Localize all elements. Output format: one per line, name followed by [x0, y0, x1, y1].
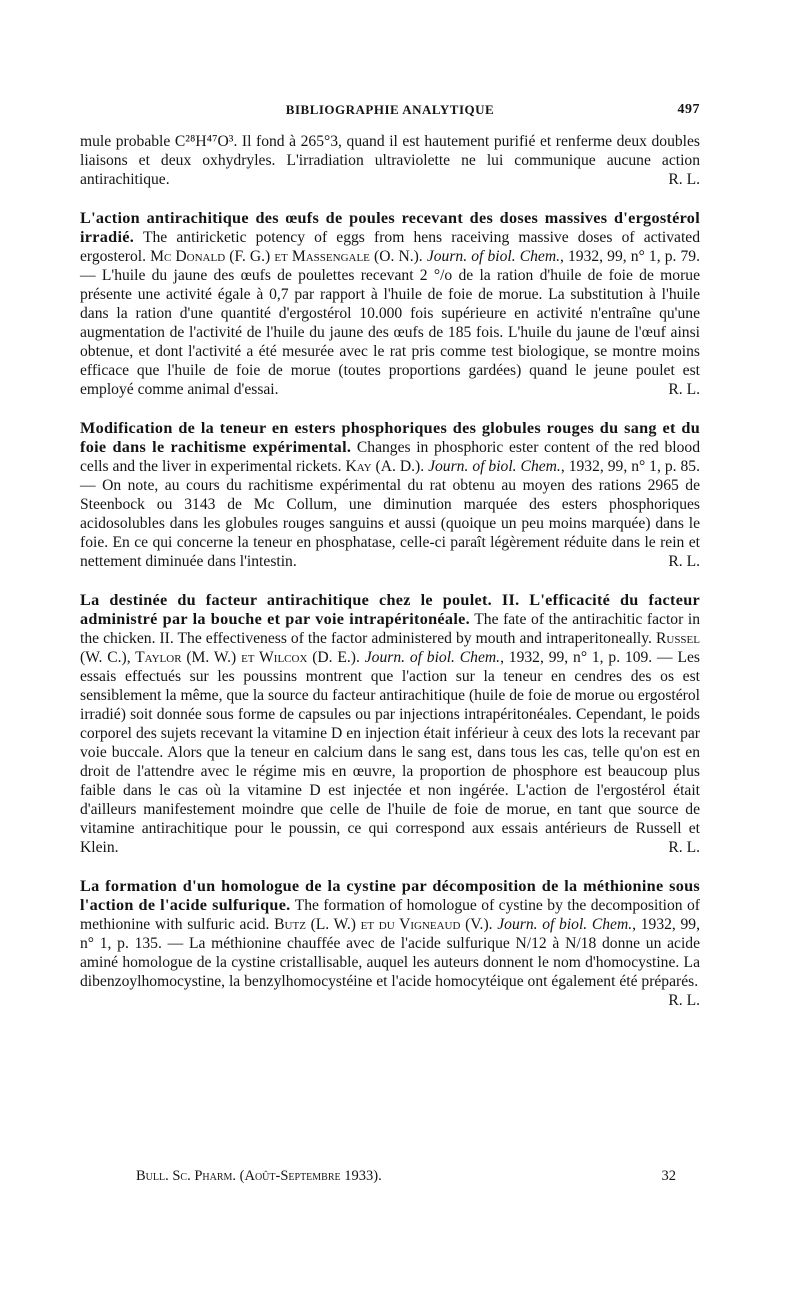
- entry-initials: R. L.: [668, 381, 700, 398]
- entry-english-title: The formation of homologue of cystine by the decomposition of methionine with sulfuric acid.: [80, 897, 700, 933]
- entry-title: L'action antirachitique des œufs de poules recevant des doses massives d'ergostérol irradié.: [80, 209, 700, 246]
- entry-body: L'huile du jaune des œufs de poulettes recevant 2 °/o de la ration d'huile de foie de morue présente une activité égale à 0,7 par rapport à l'huile de foie de morue. La substitution à l'huile dans la ration d'une quantité d'ergostérol 10.000 fois supérieure en activité n'entraîne qu'une augmentation de l'activité de l'huile du jaune des œufs de 185 fois. L'huile du jaune de l'œuf ainsi obtenue, et dont l'activité a été mesurée avec le rat pris comme test biologique, se montre moins efficace que l'huile de foie de morue (toutes proportions gardées) quand le jeune poulet est employé comme animal d'essai.: [80, 267, 700, 398]
- entry-citation: , 1932, 99, n° 1, p. 109. —: [500, 649, 673, 666]
- entry-homocystine: [80, 877, 701, 1009]
- entry-journal: Journ. of biol. Chem.: [364, 649, 501, 666]
- page-number: 497: [677, 102, 700, 117]
- footer-reference: Bull. Sc. Pharm. (Août-Septembre 1933).: [136, 1168, 382, 1184]
- entry-authors: Butz (L. W.) et du Vigneaud (V.).: [274, 916, 493, 933]
- entry-body: La méthionine chauffée avec de l'acide sulfurique N/12 à N/18 donne un acide aminé homologue de la cystine cristallisable, auquel les auteurs donnent le nom d'homocystine. La dibenzoylhomocystine, la benzylhomocystéine et l'acide homocytéique ont également été préparés.: [80, 935, 701, 990]
- entry-english-title: The fate of the antirachitic factor in the chicken. II. The effectiveness of the factor administered by mouth and intraperitoneally.: [80, 611, 700, 647]
- intro-text: mule probable C²⁸H⁴⁷O³. Il fond à 265°3, quand il est hautement purifié et renferme deux doubles liaisons et deux oxhydryles. L'irradiation ultraviolette ne lui communique aucune action antirachitique.: [80, 133, 700, 188]
- entry-title: La destinée du facteur antirachitique chez le poulet. II. L'efficacité du facteur administré par la bouche et par voie intrapéritonéale.: [80, 591, 700, 628]
- page-body: [80, 98, 700, 1010]
- entry-english-title: Changes in phosphoric ester content of the red blood cells and the liver in experimental rickets.: [80, 439, 701, 475]
- entry-initials: R. L.: [668, 839, 700, 856]
- entry-citation: , 1932, 99, n° 1, p. 85. —: [80, 458, 700, 494]
- intro-paragraph: [80, 132, 700, 189]
- entry-authors: Kay (A. D.).: [345, 458, 425, 475]
- running-head: [80, 98, 700, 122]
- entry-title: La formation d'un homologue de la cystine par décomposition de la méthionine sous l'action de l'acide sulfurique.: [80, 877, 700, 914]
- entry-citation: , 1932, 99, n° 1, p. 79. —: [80, 248, 700, 284]
- running-head-title: BIBLIOGRAPHIE ANALYTIQUE: [285, 102, 495, 117]
- entry-authors: Mc Donald (F. G.) et Massengale (O. N.).: [150, 248, 423, 265]
- entry-title: Modification de la teneur en esters phosphoriques des globules rouges du sang et du foie dans le rachitisme expérimental.: [80, 419, 700, 456]
- entry-phosphoric-esters: [80, 419, 700, 571]
- entry-authors: Russel (W. C.), Taylor (M. W.) et Wilcox (D. E.).: [80, 630, 700, 666]
- entry-ergosterol-eggs: [80, 209, 700, 399]
- entry-initials: R. L.: [668, 553, 700, 570]
- entry-citation: , 1932, 99, n° 1, p. 135. —: [80, 916, 700, 952]
- footer-signature: 32: [661, 1168, 676, 1184]
- entry-journal: Journ. of biol. Chem.: [497, 916, 633, 933]
- entry-body: On note, au cours du rachitisme expérimental du rat obtenu au moyen des rations 2965 de Steenbock ou 3143 de Mc Collum, une diminution marquée des esters phosphoriques acidosolubles dans les globules rouges sanguins et aussi (quoique un peu moins marquée) dans le foie. En ce qui concerne la teneur en phosphatase, celle-ci paraît légèrement réduite dans le rein et nettement diminuée dans l'intestin.: [80, 477, 700, 570]
- entry-english-title: The antiricketic potency of eggs from hens raceiving massive doses of activated ergosterol.: [80, 229, 700, 265]
- entry-body: Les essais effectués sur les poussins montrent que l'action sur la teneur en cendres des os est sensiblement la même, que la source du facteur antirachitique (huile de foie de morue ou ergostérol irradié) soit donnée sous forme de capsules ou par injections intrapéritonéales. Cependant, le poids corporel des sujets recevant la vitamine D en injection était inférieur à ceux des lots la recevant par voie buccale. Alors que la teneur en calcium dans le sang est, dans tous les cas, telle qu'on est en droit de l'attendre avec le régime mis en œuvre, la proportion de phosphore est beaucoup plus faible dans le cas où la vitamine D est injectée et non ingérée. L'action de l'ergostérol était d'ailleurs manifestement moindre que celle de l'huile de foie de morue, en tant que source de vitamine antirachitique pour le poussin, ce qui correspond aux essais antérieurs de Russell et Klein.: [80, 649, 700, 856]
- entry-journal: Journ. of biol. Chem.: [428, 458, 561, 475]
- intro-initials: R. L.: [668, 171, 700, 188]
- entry-journal: Journ. of biol. Chem.: [426, 248, 560, 265]
- entry-antirachitic-chicken: [80, 591, 700, 857]
- entry-initials: R. L.: [668, 992, 700, 1009]
